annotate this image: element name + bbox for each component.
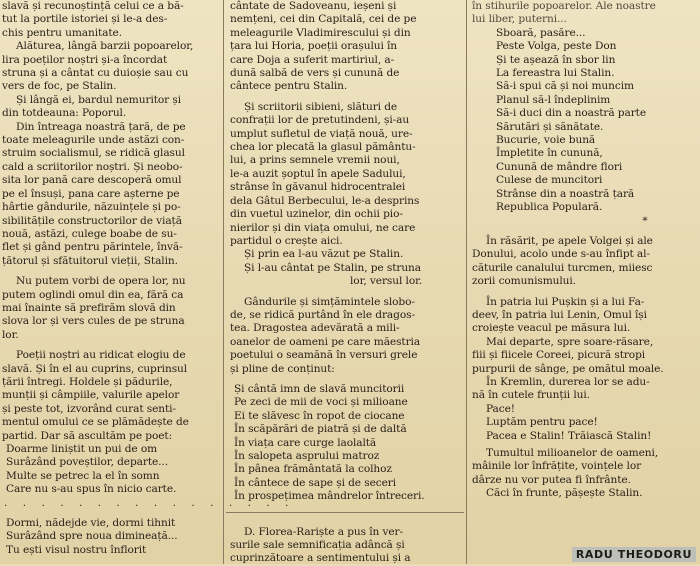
poem-excerpt: Și cântă imn de slavă muncitorii Pe zeci de mii de voci și milioane Ei te slăvesc în ropot de ciocane În scăpărări de piatră și de daltă În viața care curge laolaltă În salopeta asprului matroz În pânea frământată la colhoz În cântece de sape și de seceri În prospețimea mândrelor întreceri. [234,382,425,503]
column-3 [472,0,698,564]
paragraph: cântate de Sadoveanu, ieșeni și nemțeni, cei din Capitală, cei de pe meleagurile Vladimirescului și din țara lui Horia, poeții orașului în care Doja a suferit martiriul, a- dună salbă de vers și cunună de cântece pentru Stalin. [230,0,417,93]
paragraph: În patria lui Pușkin și a lui Fa- deev, în patria lui Lenin, Omul își croiește veacul pe măsura lui. [472,295,647,335]
paragraph: În răsărit, pe apele Volgei și ale Donului, acolo unde s-au înfipt al- căturile canalului turcmen, miiesc zorii comunismului. [472,234,653,288]
paragraph: Gândurile și simțămintele slobo- de, se ridică purtând în ele dragos- tea. Dragostea adevărată a mili- oanelor de oameni pe care măestria poetului o seamănă în versuri grele și pline de conținut: [230,295,421,375]
poem-excerpt: Sboară, pasăre... Peste Volga, peste Don Și te așează în sbor lin La fereastra lui Stalin. Să-i spui că și noi muncim Planul să-l îndeplinim Să-i duci din a noastră parte Sărutări și sănătate. Bucurie, voie bună Împletite în cunună, Cunună de mândre flori Culese de muncitori Strânse din a noastră țară Republica Populară. [496,26,646,214]
paragraph: Și prin ea l-au văzut pe Stalin. [244,248,404,261]
poem-excerpt: Dormi, nădejde vie, dormi tihnit Surâzând spre noua dimineață... Tu ești visul nostru înflorit [6,517,178,556]
poem-excerpt: Pace! Luptăm pentru pace! Pacea e Stalin! Trăiască Stalin! [486,402,652,442]
ellipsis-row: . . . . . . . . . . . . . . . . [4,496,295,509]
paragraph: Poeții noștri au ridicat elogiu de slavă. Și în el au cuprins, cuprinsul țării întregi. Holdele și pădurile, munții și câmpiile, valurile apelor și peste tot, izvorând curat senti- mentul omului ce se plămădește de partid. Dar să ascultăm pe poet: [2,349,189,442]
section-star: * [642,214,648,227]
paragraph: Mai departe, spre soare-răsare, fiii și fiicele Coreei, picură stropi purpurii de sânge, pe omătul moale. [472,335,664,375]
paragraph: Alăturea, lângă barzii popoarelor, lira poeților noștri și-a încordat struna și a cântat cu duioșie sau cu vers de foc, pe Stalin. [2,40,194,93]
poem-excerpt: Doarme liniștit un pui de om Surâzând poveștilor, departe... Multe se petrec la el în somn Care nu s-au spus în nicio carte. [6,443,177,496]
column-2 [230,0,460,564]
paragraph: Și l-au cântat pe Stalin, pe struna lor, versul lor. [244,261,423,288]
column-rule-2 [466,0,467,564]
paragraph: în stihurile popoarelor. Ale noastre lui liber, puterni... [472,0,656,26]
paragraph: Și scriitorii sibieni, slături de confrații lor de pretutindeni, și-au umplut sufletul de viață nouă, ure- chea lor plecată la glasul pământu- lui, a prins semnele vremii noui, le-a auzit șoptul în apele Sadului, strânse în găvanul hidrocentralei dela Gâtul Berbecului, le-a desprins din vuetul uzinelor, din ochii pio- nierilor și din viața omului, ne care partidul o crește aici. [230,100,420,247]
author-signature: RADU THEODORU [572,547,696,562]
paragraph: slavă și recunoștință celui ce a bă- tut la portile istoriei și le-a des- chis pentru umanitate. [2,0,184,39]
paragraph: Nu putem vorbi de opera lor, nu putem oglindi omul din ea, fără ca mai înainte să prefirăm slovă din slova lor și vers cules de pe struna lor. [2,275,186,341]
paragraph: Tumultul milioanelor de oameni, mâinile lor înfrățite, voințele lor dârze nu vor putea fi înfrânte. [472,447,659,486]
paragraph: Căci în frunte, pășește Stalin. [486,487,643,500]
paragraph: D. Florea-Rariște a pus în ver- surile sale semnificația adâncă și cuprinzătoare a sentimentului și a [230,525,411,565]
column-1 [2,0,295,564]
paragraph: Și lângă ei, bardul nemuritor și din totdeauna: Poporul. [2,93,182,120]
paragraph: Din întreaga noastră țară, de pe toate meleagurile unde astăzi con- struim socialismul, se ridică glasul cald a scriitorilor noștri. Și neobo- sita lor pană care descoperă omul pe el însuși, pana care așterne pe hârtie gândurile, năzuințele și po- sibilitățile constructorilor de viață nouă, astăzi, culege boabe de su- flet și gând pentru părintele, învă- țătorul și sfătuitorul vieții, Stalin. [2,120,186,267]
paragraph: În Kremlin, durerea lor se adu- nă în cutele frunții lui. [472,375,650,402]
column-rule-1 [223,0,224,564]
